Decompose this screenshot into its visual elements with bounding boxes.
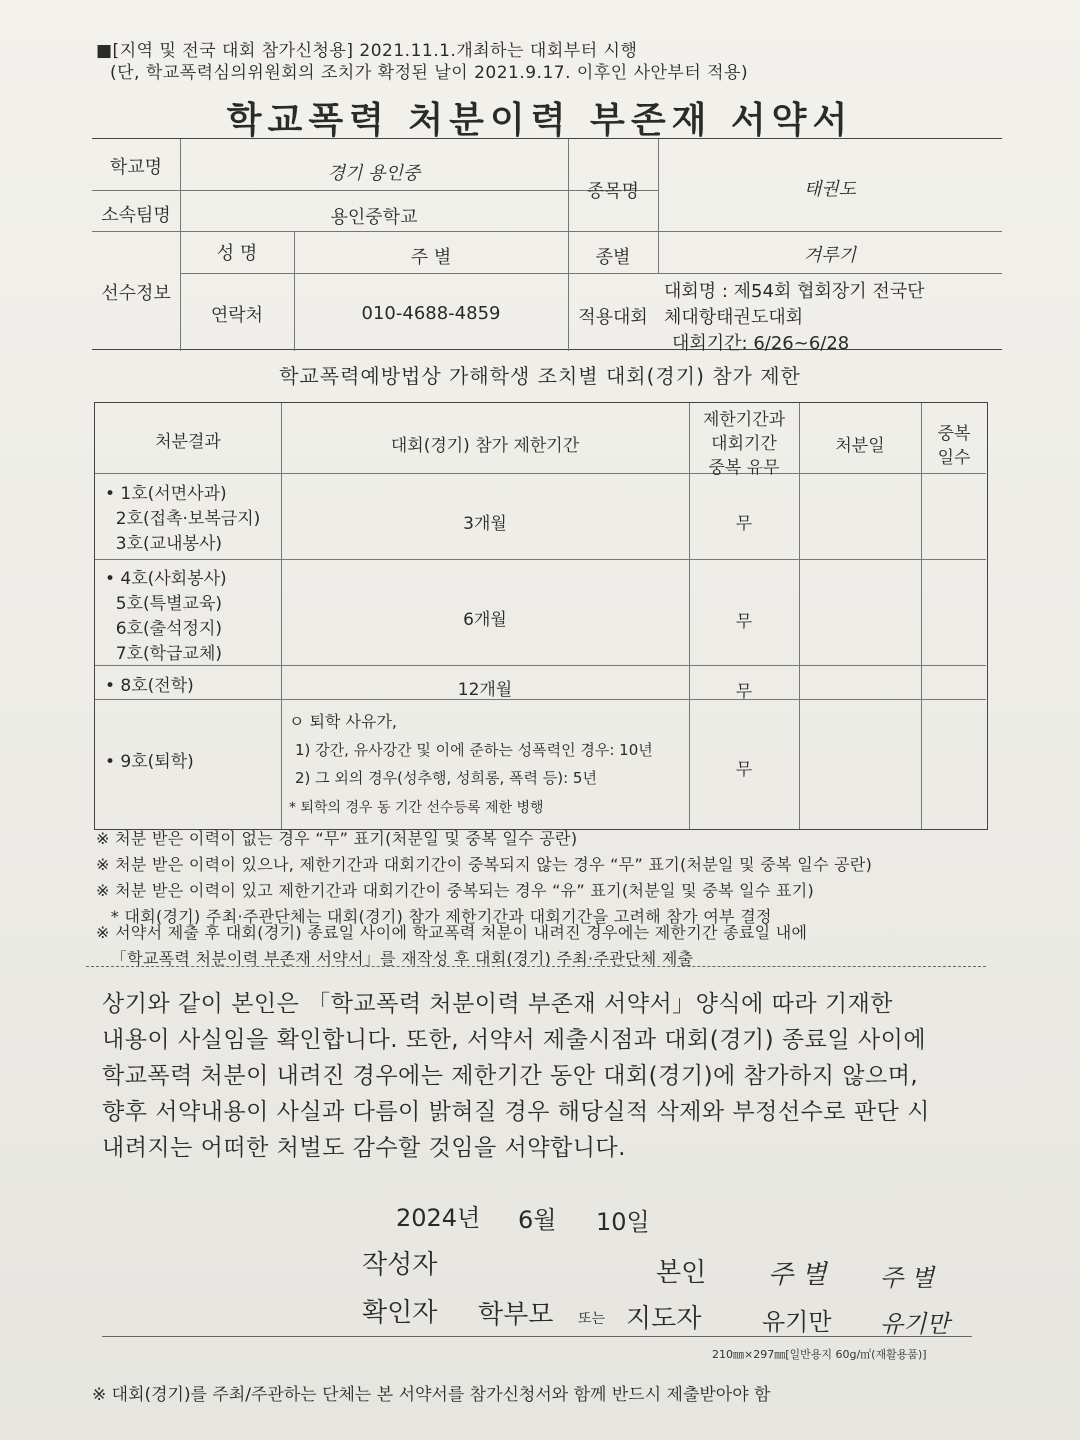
applied-competition-label: 적용대회 xyxy=(578,307,648,328)
header-days-2: 일수 xyxy=(937,448,971,468)
row1-overlap: 무 xyxy=(735,514,753,534)
player-name-label: 성 명 xyxy=(216,243,258,264)
coach-signature: 유기만 xyxy=(880,1310,950,1338)
row1-measure: • 1호(서면사과) xyxy=(105,484,227,504)
row1-measure: 3호(교내봉사) xyxy=(105,534,222,554)
coach-label: 지도자 xyxy=(626,1304,702,1334)
divider-line xyxy=(86,966,986,967)
note-2: ※ 처분 받은 이력이 있으나, 제한기간과 대회기간이 중복되지 않는 경우 “무” 표기(처분일 및 중복 일수 공란) xyxy=(96,855,873,874)
row3-period: 12개월 xyxy=(457,680,513,700)
restriction-subtitle: 학교폭력예방법상 가해학생 조치별 대회(경기) 참가 제한 xyxy=(279,364,801,388)
row3-measure: • 8호(전학) xyxy=(105,676,194,696)
header-overlap-3: 중복 유무 xyxy=(708,458,780,478)
self-signature: 주 별 xyxy=(880,1264,934,1292)
pledge-line: 내려지는 어떠한 처벌도 감수할 것임을 서약합니다. xyxy=(102,1135,626,1161)
header-overlap-2: 대회기간 xyxy=(711,434,777,454)
applicability-note: ■[지역 및 전국 대회 참가신청용] 2021.11.1.개최하는 대회부터 시행 xyxy=(96,41,638,61)
expulsion-reason-1: 1) 강간, 유사강간 및 이에 준하는 성폭력인 경우: 10년 xyxy=(295,741,653,759)
event-value: 태권도 xyxy=(803,179,857,200)
category-label: 종별 xyxy=(595,247,631,268)
school-name-label: 학교명 xyxy=(109,157,163,178)
event-label: 종목명 xyxy=(586,181,640,202)
note-6: 「학교폭력 처분이력 부존재 서약서」를 재작성 후 대회(경기) 주최·주관단체 제출 xyxy=(100,949,694,968)
pledge-line: 향후 서약내용이 사실과 다름이 밝혀질 경우 해당실적 삭제와 부정선수로 판단 시 xyxy=(102,1099,930,1125)
school-name-value: 경기 용인중 xyxy=(327,163,421,184)
contact-value: 010-4688-4859 xyxy=(361,303,501,324)
or-label: 또는 xyxy=(578,1311,606,1327)
applicability-subnote: (단, 학교폭력심의위원회의 조치가 확정된 날이 2021.9.17. 이후인 사안부터 적용) xyxy=(110,63,749,83)
row2-measure: 7호(학급교체) xyxy=(105,644,222,664)
competition-period: 대회기간: 6/26~6/28 xyxy=(672,333,850,354)
row1-measure: 2호(접촉·보복금지) xyxy=(105,509,261,529)
date-day: 10일 xyxy=(596,1208,650,1236)
row2-measure: 6호(출석정지) xyxy=(105,619,222,639)
note-5: ※ 서약서 제출 후 대회(경기) 종료일 사이에 학교폭력 처분이 내려진 경우에는 제한기간 종료일 내에 xyxy=(96,923,808,942)
date-year: 2024년 xyxy=(396,1204,481,1232)
guardian-label: 학부모 xyxy=(478,1300,554,1330)
row3-overlap: 무 xyxy=(735,682,753,702)
bottom-rule xyxy=(102,1336,972,1337)
expulsion-note: * 퇴학의 경우 동 기간 선수등록 제한 병행 xyxy=(289,800,544,816)
row2-period: 6개월 xyxy=(463,610,507,630)
writer-label: 작성자 xyxy=(362,1250,438,1280)
self-name-handwritten: 주 별 xyxy=(768,1260,827,1290)
row2-measure: 5호(특별교육) xyxy=(105,594,222,614)
contact-label: 연락처 xyxy=(210,305,264,326)
confirmer-label: 확인자 xyxy=(362,1298,438,1328)
row4-measure: • 9호(퇴학) xyxy=(105,752,194,772)
pledge-paragraph xyxy=(102,986,982,1166)
expulsion-reason-2: 2) 그 외의 경우(성추행, 성희롱, 폭력 등): 5년 xyxy=(295,769,597,787)
team-name-label: 소속팀명 xyxy=(101,205,171,226)
expulsion-reason-intro: ㅇ 퇴학 사유가, xyxy=(289,712,397,731)
note-4: * 대회(경기) 주최·주관단체는 대회(경기) 참가 제한기간과 대회기간을 고려해 참가 여부 결정 xyxy=(100,907,772,926)
note-1: ※ 처분 받은 이력이 없는 경우 “무” 표기(처분일 및 중복 일수 공란) xyxy=(96,829,578,848)
header-result: 처분결과 xyxy=(155,432,221,452)
competition-name-line2: 체대항태권도대회 xyxy=(664,307,804,328)
applicant-info-table xyxy=(92,138,1002,354)
row2-measure: • 4호(사회봉사) xyxy=(105,569,227,589)
player-info-label: 선수정보 xyxy=(101,283,171,304)
player-name-value: 주 별 xyxy=(410,247,452,268)
document-title: 학교폭력 처분이력 부존재 서약서 xyxy=(226,100,854,141)
team-name-value: 용인중학교 xyxy=(330,207,418,228)
row1-period: 3개월 xyxy=(463,514,507,534)
row2-overlap: 무 xyxy=(735,612,753,632)
pledge-line: 상기와 같이 본인은 「학교폭력 처분이력 부존재 서약서」양식에 따라 기재한 xyxy=(102,991,894,1017)
date-month: 6월 xyxy=(518,1206,557,1234)
footer-note: ※ 대회(경기)를 주최/주관하는 단체는 본 서약서를 참가신청서와 함께 반드시 제출받아야 함 xyxy=(92,1385,771,1405)
header-date: 처분일 xyxy=(835,436,885,456)
row4-overlap: 무 xyxy=(735,760,753,780)
self-label: 본인 xyxy=(656,1258,707,1288)
pledge-line: 학교폭력 처분이 내려진 경우에는 제한기간 동안 대회(경기)에 참가하지 않으며, xyxy=(102,1063,919,1089)
restriction-table xyxy=(94,402,988,830)
paper-spec: 210㎜×297㎜[일반용지 60g/㎡(재활용품)] xyxy=(712,1348,927,1361)
category-value: 겨루기 xyxy=(803,245,857,266)
coach-name: 유기만 xyxy=(762,1308,832,1336)
competition-name-line1: 대회명 : 제54회 협회장기 전국단 xyxy=(664,281,925,302)
header-days-1: 중복 xyxy=(937,424,971,444)
note-3: ※ 처분 받은 이력이 있고 제한기간과 대회기간이 중복되는 경우 “유” 표기(처분일 및 중복 일수 표기) xyxy=(96,881,815,900)
pledge-line: 내용이 사실임을 확인합니다. 또한, 서약서 제출시점과 대회(경기) 종료일 사이에 xyxy=(102,1027,927,1053)
header-period: 대회(경기) 참가 제한기간 xyxy=(390,436,580,456)
header-overlap-1: 제한기간과 xyxy=(702,410,786,430)
